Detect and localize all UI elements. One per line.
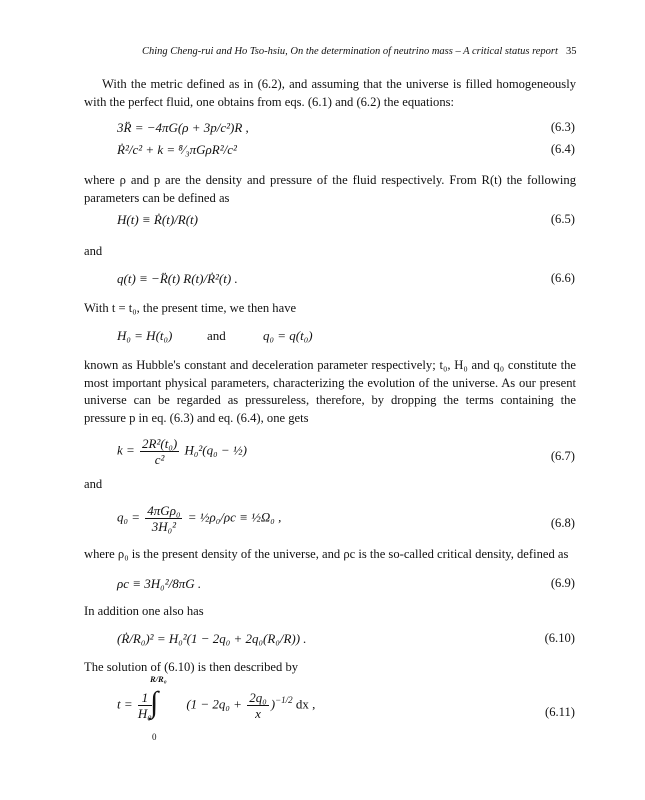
equation-6-3-number: (6.3) (550, 120, 575, 134)
paragraph-6: and (84, 477, 103, 491)
equation-6-11-prefactor-numerator: 1 (138, 690, 152, 706)
equation-6-11-inner-denominator: x (255, 706, 261, 721)
equation-6-11-lhs: t = (117, 696, 133, 712)
paragraph-2: where ρ and p are the density and pressure of the fluid respectively. From R(t) the following parameters can be defined as (84, 173, 576, 205)
paragraph-3: and (84, 244, 103, 258)
equation-6-5-expr: H(t) ≡ Ṙ(t)/R(t) (117, 212, 198, 227)
hubble-definition: H₀ = H(t₀) (117, 328, 173, 343)
equation-6-6-expr: q(t) ≡ −R̈(t) R(t)/Ṙ²(t) . (117, 271, 238, 286)
paragraph-4: With t = t₀, the present time, we then have (84, 301, 297, 315)
equation-6-7-rhs: H₀²(q₀ − ½) (184, 442, 247, 458)
equation-6-7-lhs: k = (117, 442, 135, 458)
equation-6-7-denominator: c² (154, 452, 165, 467)
equation-6-6-number: (6.6) (550, 271, 575, 285)
paragraph-8: In addition one also has (84, 604, 204, 618)
equation-6-9 (0, 576, 645, 596)
running-header (0, 46, 645, 62)
equation-6-3 (0, 120, 645, 140)
equation-6-11-paren-close: ) (270, 696, 276, 712)
equation-6-11-power: −1/2 (275, 695, 293, 706)
equation-6-11-paren-open: (1 − 2q₀ + (186, 696, 242, 712)
running-title: Ching Cheng-rui and Ho Tso-hsiu, On the determination of neutrino mass – A critical status report (142, 46, 558, 57)
integral-lower-limit: 0 (152, 732, 157, 742)
equation-6-5-number: (6.5) (550, 212, 575, 226)
equation-6-11-inner-fraction (247, 690, 269, 721)
page-number: 35 (566, 46, 577, 57)
equation-6-10-expr: (Ṙ/R₀)² = H₀²(1 − 2q₀ + 2q₀(R₀/R)) . (117, 631, 307, 646)
equation-6-11-tail: dx , (295, 696, 316, 712)
equation-6-6 (0, 271, 645, 291)
equation-present-values (0, 328, 645, 348)
paragraph-1: With the metric defined as in (6.2), and assuming that the universe is filled homogeneously with the perfect fluid, one obtains from eqs. (6.1) and (6.2) the equations: (84, 77, 576, 109)
equation-6-11-prefactor (138, 690, 152, 721)
equation-6-8-lhs: q₀ = (117, 509, 141, 525)
equation-6-4-expr: Ṙ²/c² + k = ⁸⁄₃πGρR²/c² (117, 142, 237, 157)
equation-6-11-inner-numerator: 2q₀ (249, 690, 267, 705)
integral-sign: ∫ (150, 686, 159, 719)
equation-6-8-rhs: = ½ρ₀/ρc ≡ ½Ω₀ , (187, 509, 282, 525)
equation-6-9-expr: ρc ≡ 3H₀²/8πG . (117, 576, 202, 591)
equation-6-7-number: (6.7) (550, 449, 575, 463)
deceleration-definition: q₀ = q(t₀) (263, 328, 313, 343)
equation-6-10-number: (6.10) (544, 631, 575, 645)
equation-6-11-number: (6.11) (545, 705, 575, 719)
equation-6-11 (0, 674, 645, 744)
paragraph-7: where ρ₀ is the present density of the universe, and ρc is the so-called critical density, defined as (84, 547, 569, 561)
integral-upper-limit: R/R₀ (150, 674, 167, 684)
equation-6-9-number: (6.9) (550, 576, 575, 590)
equation-6-8-numerator: 4πGρ₀ (147, 503, 181, 518)
equation-6-8-fraction (145, 503, 182, 534)
equation-6-8 (0, 503, 645, 547)
paragraph-5: known as Hubble's constant and deceleration parameter respectively; t₀, H₀ and q₀ constitute the most important physical parameters, characterizing the evolution of the universe. As our present universe can be regarded as pressureless, therefore, by dropping the terms containing the pressure p in eq. (6.3) and eq. (6.4), one gets (84, 358, 576, 425)
equation-6-3-expr: 3R̈ = −4πG(ρ + 3p/c²)R , (117, 120, 249, 135)
equation-6-7-fraction (140, 436, 179, 467)
equation-6-8-expr (117, 503, 281, 534)
equation-6-8-denominator: 3H₀² (151, 519, 177, 534)
equation-6-11-prefactor-denominator: H₀ (137, 706, 152, 721)
equation-6-11-expr (117, 690, 315, 721)
paragraph-9: The solution of (6.10) is then described by (84, 660, 299, 674)
and-word: and (207, 328, 226, 343)
equation-6-10 (0, 631, 645, 651)
equation-6-4-number: (6.4) (550, 142, 575, 156)
equation-6-5 (0, 212, 645, 232)
equation-6-7 (0, 436, 645, 480)
equation-6-7-numerator: 2R²(t₀) (142, 436, 178, 451)
equation-6-4 (0, 142, 645, 162)
equation-6-8-number: (6.8) (550, 516, 575, 530)
equation-6-7-expr (117, 436, 247, 467)
